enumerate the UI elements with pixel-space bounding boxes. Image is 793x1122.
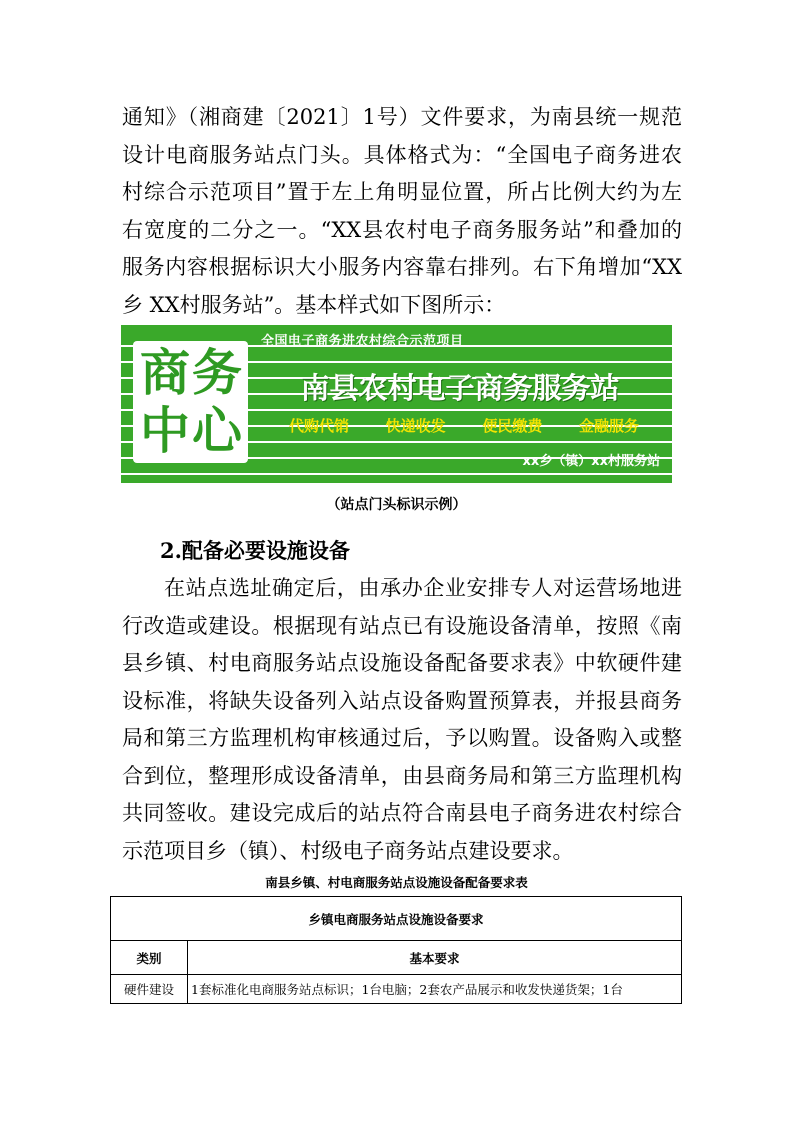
table-column-row: [111, 940, 681, 974]
text-line: 村综合示范项目”置于左上角明显位置，所占比例大约为左: [122, 180, 682, 204]
logo-char: 心: [192, 402, 242, 460]
sign-service-item: 代购代销: [289, 417, 350, 435]
body-paragraph: [122, 570, 682, 870]
text-line: 乡 XX村服务站”。基本样式如下图所示：: [122, 292, 506, 317]
requirements-table: [110, 896, 682, 1004]
text-line: 共同签收。建设完成后的站点符合南县电子商务进农村综合: [122, 801, 682, 825]
table-cell-category: 硬件建设: [111, 975, 188, 1003]
sign-services: [289, 415, 639, 436]
text-line: 通知》（湘商建〔2021〕1号）文件要求，为南县统一规范: [122, 105, 682, 129]
sign-service-item: 快递收发: [385, 417, 446, 435]
text-line: 设标准，将缺失设备列入站点设备购置预算表，并报县商务: [122, 688, 682, 713]
logo-char: 商: [140, 344, 190, 402]
text-line: 示范项目乡（镇）、村级电子商务站点建设要求。: [122, 838, 574, 863]
sign-program-name: 全国电子商务进农村综合示范项目: [261, 334, 464, 349]
table-header-row: [111, 897, 681, 940]
sign-service-item: 金融服务: [578, 417, 639, 435]
sign-main-title: 南县农村电子商务服务站: [300, 371, 620, 405]
table-cell-requirement: 1套标准化电商服务站点标识；1台电脑；2套农产品展示和收发快递货架；1台: [191, 982, 623, 997]
text-line: 合到位，整理形成设备清单，由县商务局和第三方监理机构: [122, 763, 682, 788]
column-header-category: 类别: [111, 941, 188, 974]
sign-service-item: 便民缴费: [482, 417, 543, 435]
text-line: 设计电商服务站点门头。具体格式为：“全国电子商务进农: [122, 142, 682, 167]
text-line: 局和第三方监理机构审核通过后，予以购置。设备购入或整: [122, 726, 682, 750]
intro-paragraph: [122, 99, 682, 324]
table-row: [111, 974, 681, 1003]
text-line: 服务内容根据标识大小服务内容靠右排列。右下角增加“XX: [122, 255, 682, 279]
sign-logo: [133, 341, 248, 463]
text-line: 在站点选址确定后，由承办企业安排专人对运营场地进: [164, 576, 682, 600]
logo-char: 务: [192, 344, 242, 402]
column-header-requirement: 基本要求: [409, 950, 460, 966]
text-line: 行改造或建设。根据现有站点已有设施设备清单，按照《南: [122, 613, 682, 638]
text-line: 县乡镇、村电商服务站点设施设备配备要求表》中软硬件建: [122, 651, 682, 675]
storefront-sign-example: [121, 325, 672, 483]
table-header: 乡镇电商服务站点设施设备要求: [308, 911, 484, 927]
figure-caption: （站点门头标识示例）: [326, 497, 467, 513]
table-title: 南县乡镇、村电商服务站点设施设备配备要求表: [265, 875, 528, 890]
sign-village-station: xx乡（镇）xx村服务站: [522, 454, 660, 469]
section-heading: 2.配备必要设施设备: [160, 538, 350, 563]
text-line: 右宽度的二分之一。“XX县农村电子商务服务站”和叠加的: [122, 217, 682, 242]
logo-char: 中: [140, 402, 190, 460]
